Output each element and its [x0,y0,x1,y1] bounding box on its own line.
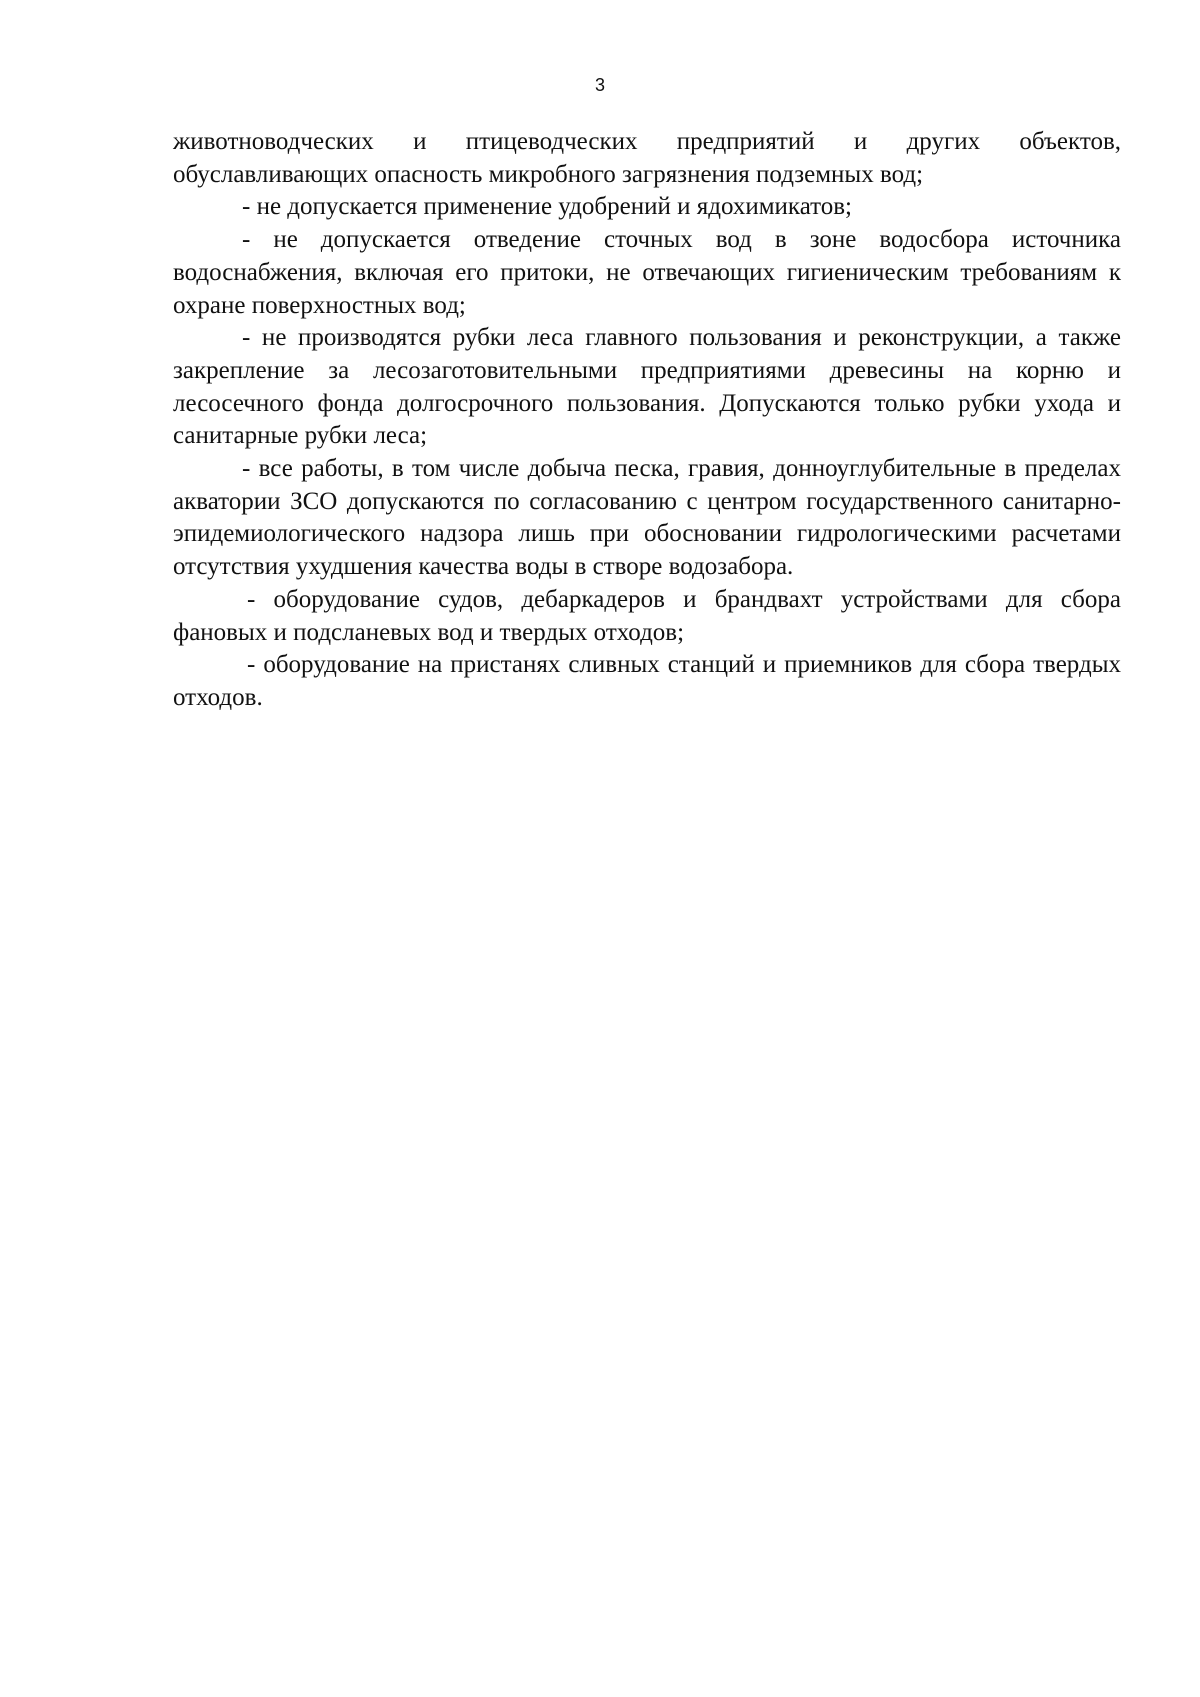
page-number: 3 [594,75,605,95]
document-body [173,126,1121,715]
paragraph-piers: - оборудование на пристанях сливных станций и приемников для сбора твердых отходов. [173,651,1121,711]
paragraph-logging: - не производятся рубки леса главного пользования и реконструкции, а также закрепление за лесозаготовительными предприятиями древесины на корню и лесосечного фонда долгосрочного пользования. Допускаются только рубки ухода и санитарные рубки леса; [173,324,1121,450]
paragraph-fertilizers: - не допускается применение удобрений и ядохимикатов; [242,193,852,221]
paragraph-works: - все работы, в том числе добыча песка, гравия, донноуглубительные в пределах акватории ЗСО допускаются по согласованию с центром государственного санитарно-эпидемиологического надзора лишь при обосновании гидрологическими расчетами отсутствия ухудшения качества воды в створе водозабора. [173,455,1121,581]
paragraph-continuation: животноводческих и птицеводческих предприятий и других объектов, обуславливающих опасность микробного загрязнения подземных вод; [173,128,1121,188]
paragraph-ships: - оборудование судов, дебаркадеров и брандвахт устройствами для сбора фановых и подсланевых вод и твердых отходов; [173,585,1121,646]
paragraph-wastewater: - не допускается отведение сточных вод в зоне водосбора источника водоснабжения, включая его притоки, не отвечающих гигиеническим требованиям к охране поверхностных вод; [173,226,1121,319]
